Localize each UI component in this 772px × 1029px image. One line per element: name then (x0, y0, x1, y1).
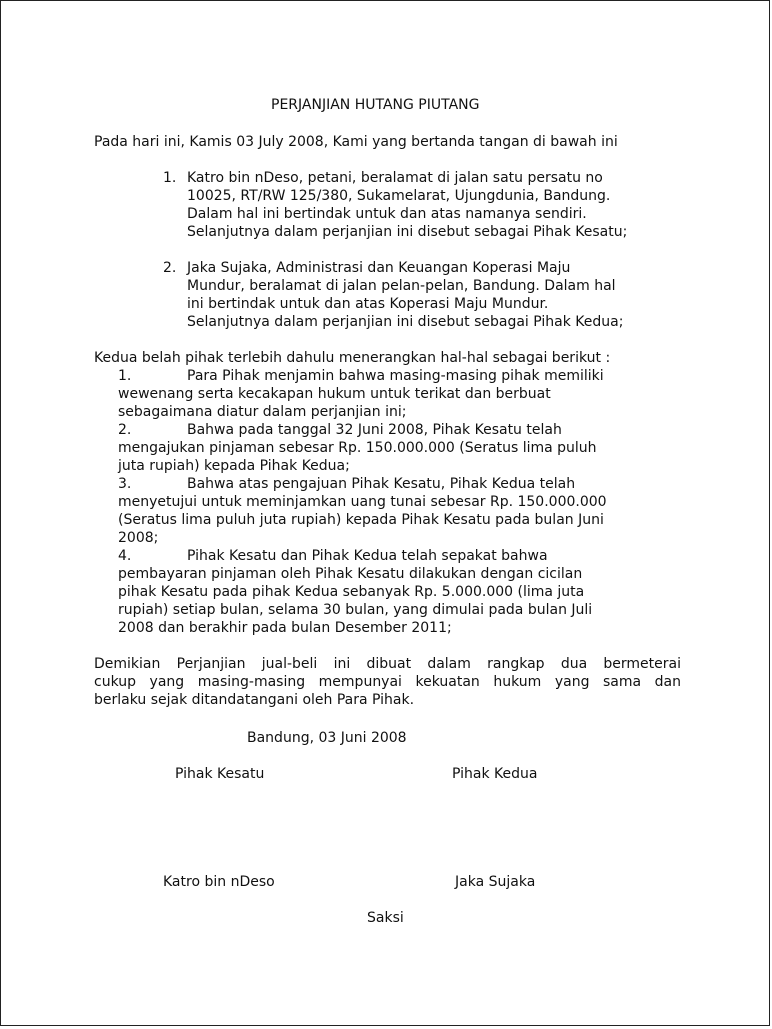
point-first-line: Bahwa atas pengajuan Pihak Kesatu, Pihak Kedua telah (187, 476, 576, 492)
document-body (1, 1, 772, 1029)
party-number: 1. (163, 170, 177, 186)
point-line: wewenang serta kecakapan hukum untuk terikat dan berbuat (118, 386, 551, 402)
document-title: PERJANJIAN HUTANG PIUTANG (271, 97, 480, 113)
witness-label: Saksi (367, 910, 404, 926)
party-line: Dalam hal ini bertindak untuk dan atas namanya sendiri. (187, 206, 587, 222)
point-line: mengajukan pinjaman sebesar Rp. 150.000.000 (Seratus lima puluh (118, 440, 597, 456)
party-line: Jaka Sujaka, Administrasi dan Keuangan Koperasi Maju (187, 260, 571, 276)
point-line: (Seratus lima puluh juta rupiah) kepada Pihak Kesatu pada bulan Juni (118, 512, 604, 528)
points-intro: Kedua belah pihak terlebih dahulu menerangkan hal-hal sebagai berikut : (94, 350, 611, 366)
point-line: pembayaran pinjaman oleh Pihak Kesatu dilakukan dengan cicilan (118, 566, 583, 582)
party-line: 10025, RT/RW 125/380, Sukamelarat, Ujungdunia, Bandung. (187, 188, 611, 204)
point-number: 2. (118, 422, 132, 438)
point-line: menyetujui untuk meminjamkan uang tunai sebesar Rp. 150.000.000 (118, 494, 607, 510)
signature-name-left: Katro bin nDeso (163, 874, 275, 890)
signature-role-right: Pihak Kedua (452, 766, 538, 782)
signature-name-right: Jaka Sujaka (455, 874, 536, 890)
point-first-line: Bahwa pada tanggal 32 Juni 2008, Pihak Kesatu telah (187, 422, 562, 438)
party-line: Selanjutnya dalam perjanjian ini disebut sebagai Pihak Kesatu; (187, 224, 628, 240)
point-line: pihak Kesatu pada pihak Kedua sebanyak Rp. 5.000.000 (lima juta (118, 584, 585, 600)
point-line: sebagaimana diatur dalam perjanjian ini; (118, 404, 407, 420)
point-line: rupiah) setiap bulan, selama 30 bulan, yang dimulai pada bulan Juli (118, 602, 593, 618)
closing-paragraph (94, 655, 681, 709)
point-line: 2008; (118, 530, 159, 546)
closing-line: cukup yang masing-masing mempunyai kekuatan hukum yang sama dan (94, 674, 681, 690)
point-number: 3. (118, 476, 132, 492)
point-number: 1. (118, 368, 132, 384)
point-line: 2008 dan berakhir pada bulan Desember 2011; (118, 620, 452, 636)
point-first-line: Para Pihak menjamin bahwa masing-masing pihak memiliki (187, 368, 604, 384)
party-line: Selanjutnya dalam perjanjian ini disebut sebagai Pihak Kedua; (187, 314, 624, 330)
party-line: Katro bin nDeso, petani, beralamat di jalan satu persatu no (187, 170, 603, 186)
party-line: ini bertindak untuk dan atas Koperasi Maju Mundur. (187, 296, 549, 312)
signature-role-left: Pihak Kesatu (175, 766, 265, 782)
place-date: Bandung, 03 Juni 2008 (247, 730, 407, 746)
closing-line: berlaku sejak ditandatangani oleh Para Pihak. (94, 692, 415, 708)
point-number: 4. (118, 548, 132, 564)
party-line: Mundur, beralamat di jalan pelan-pelan, Bandung. Dalam hal (187, 278, 616, 294)
party-number: 2. (163, 260, 177, 276)
point-first-line: Pihak Kesatu dan Pihak Kedua telah sepakat bahwa (187, 548, 548, 564)
opening-paragraph: Pada hari ini, Kamis 03 July 2008, Kami yang bertanda tangan di bawah ini (94, 134, 618, 150)
point-line: juta rupiah) kepada Pihak Kedua; (118, 458, 350, 474)
closing-line: Demikian Perjanjian jual-beli ini dibuat dalam rangkap dua bermeterai (94, 656, 681, 672)
